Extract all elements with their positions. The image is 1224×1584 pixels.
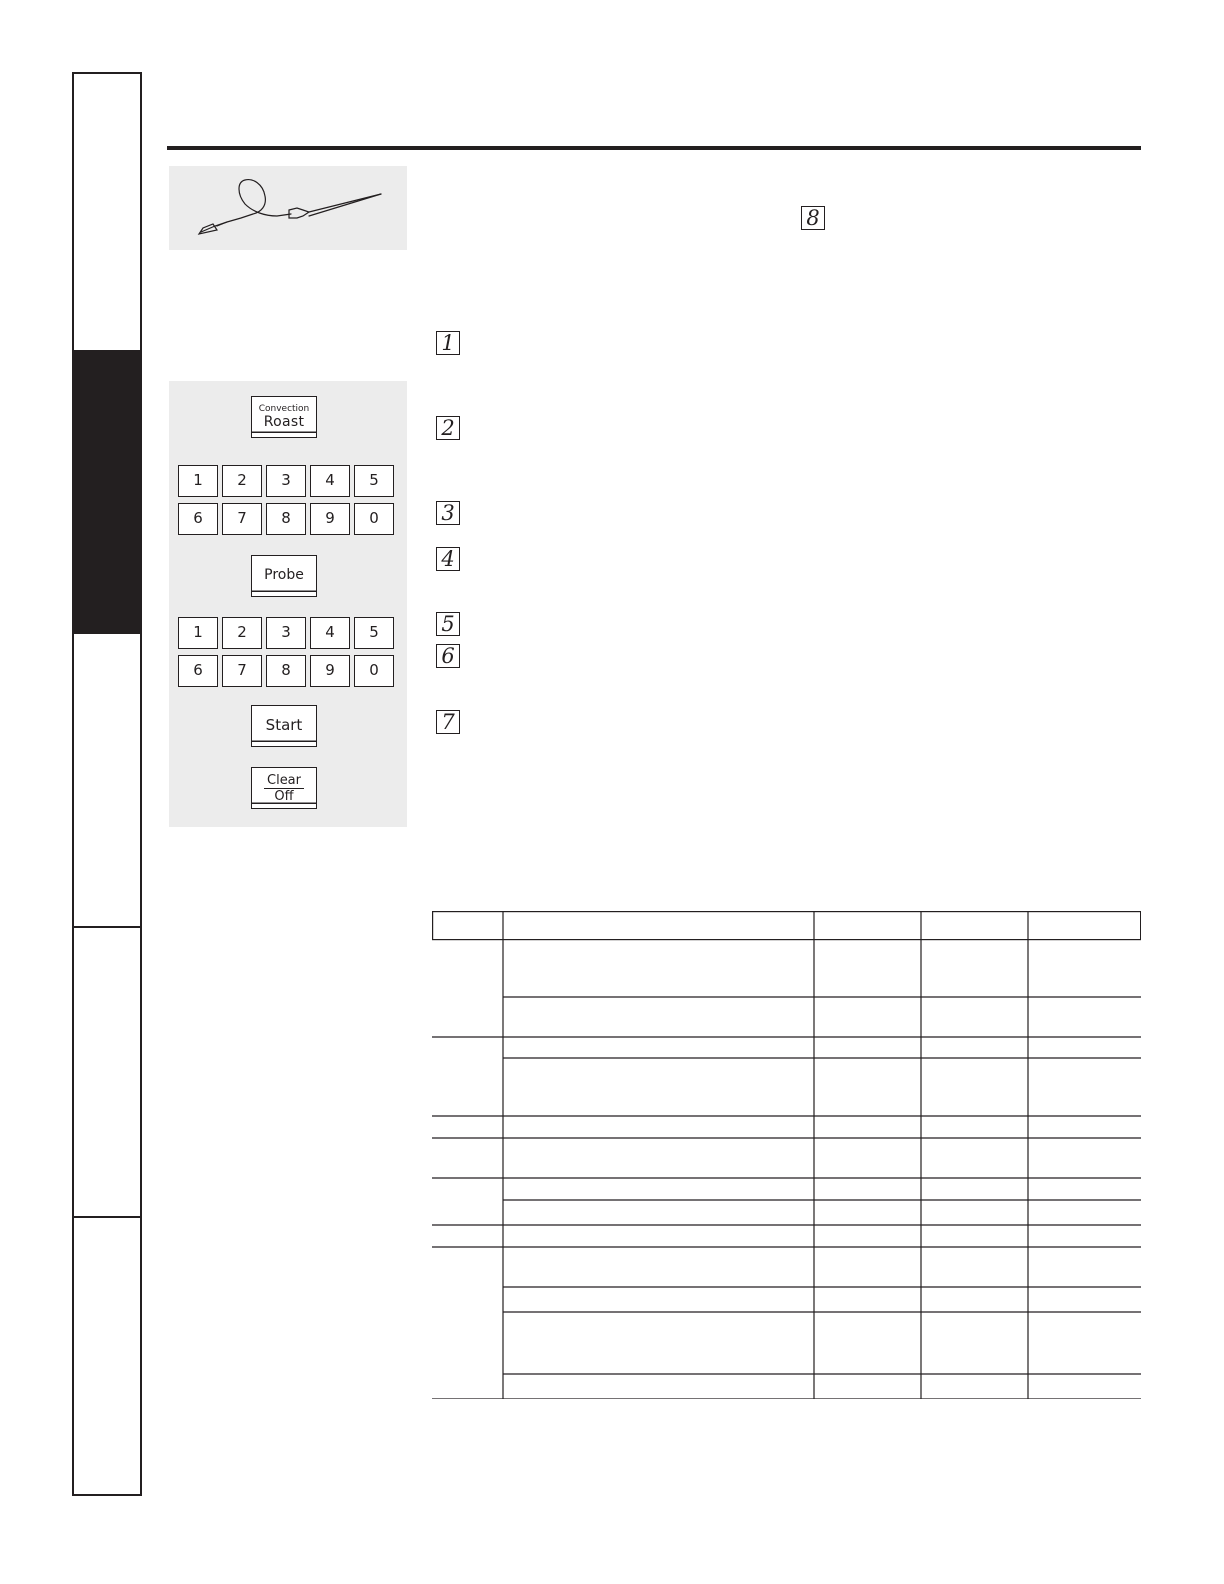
number-key[interactable]: 2: [222, 465, 262, 497]
number-key[interactable]: 0: [354, 503, 394, 535]
step-8-icon: 8: [801, 206, 825, 230]
table-grid: [432, 911, 1141, 1399]
probe-button[interactable]: [251, 555, 317, 597]
step-1-icon: 1: [436, 331, 460, 355]
roast-label: Roast: [263, 414, 305, 430]
number-key[interactable]: 3: [266, 465, 306, 497]
temperature-probe-icon: [169, 166, 407, 250]
step-2-icon: 2: [436, 416, 460, 440]
step-5-icon: 5: [436, 612, 460, 636]
number-key[interactable]: 6: [178, 655, 218, 687]
number-pad-row-3: [178, 617, 396, 649]
convection-roast-button[interactable]: [251, 396, 317, 438]
number-pad-row-1: [178, 465, 396, 497]
number-key[interactable]: 0: [354, 655, 394, 687]
step-6-icon: 6: [436, 644, 460, 668]
step-3-icon: 3: [436, 501, 460, 525]
number-key[interactable]: 8: [266, 655, 306, 687]
number-key[interactable]: 6: [178, 503, 218, 535]
control-keypad: [169, 381, 407, 827]
side-tab-1: [74, 74, 140, 352]
clear-off-button[interactable]: [251, 767, 317, 809]
number-key[interactable]: 3: [266, 617, 306, 649]
number-key[interactable]: 9: [310, 503, 350, 535]
number-key[interactable]: 9: [310, 655, 350, 687]
section-rule: [167, 146, 1141, 150]
number-key[interactable]: 4: [310, 617, 350, 649]
number-key[interactable]: 4: [310, 465, 350, 497]
step-4-icon: 4: [436, 547, 460, 571]
number-pad-row-2: [178, 503, 396, 535]
roasting-guide-table: [432, 911, 1141, 1399]
step-7-icon: 7: [436, 710, 460, 734]
table-header-row: [433, 912, 1141, 940]
number-key[interactable]: 5: [354, 465, 394, 497]
side-tab-4: [74, 928, 140, 1218]
number-key[interactable]: 1: [178, 617, 218, 649]
start-button[interactable]: [251, 705, 317, 747]
start-label: Start: [265, 716, 303, 734]
number-key[interactable]: 5: [354, 617, 394, 649]
convection-label: Convection: [258, 404, 310, 414]
probe-label: Probe: [264, 567, 304, 583]
number-pad-row-4: [178, 655, 396, 687]
number-key[interactable]: 2: [222, 617, 262, 649]
number-key[interactable]: 8: [266, 503, 306, 535]
clear-label: Clear: [264, 773, 304, 789]
probe-illustration: [169, 166, 407, 250]
number-key[interactable]: 7: [222, 503, 262, 535]
number-key[interactable]: 7: [222, 655, 262, 687]
side-tab-5: [74, 1218, 140, 1494]
side-tab-3: [74, 634, 140, 928]
side-tab-bar: [72, 72, 142, 1496]
side-tab-2: [74, 352, 140, 634]
off-label: Off: [274, 789, 294, 804]
number-key[interactable]: 1: [178, 465, 218, 497]
